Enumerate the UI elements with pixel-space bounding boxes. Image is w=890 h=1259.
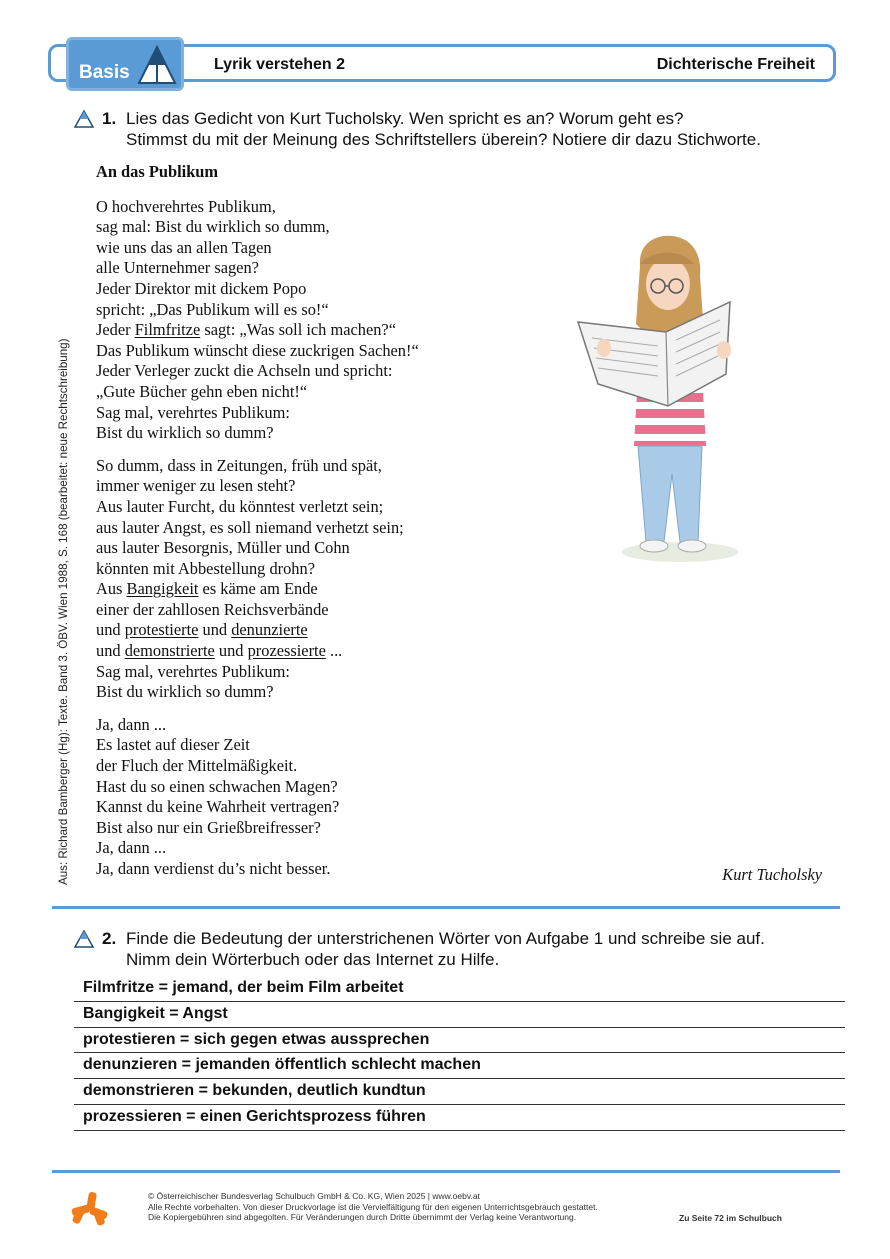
footer-divider [52, 1170, 840, 1173]
poem-author: Kurt Tucholsky [722, 865, 822, 884]
level-triangle-icon [74, 110, 94, 128]
underlined-word: demonstrierte [124, 641, 215, 661]
level-badge [66, 37, 184, 91]
underlined-word: denunzierte [231, 620, 308, 640]
task-number: 1. [102, 109, 117, 128]
poem-line: Sag mal, verehrtes Publikum: [96, 661, 290, 681]
publisher-logo-icon [70, 1190, 110, 1230]
worksheet-title: Dichterische Freiheit [656, 56, 815, 73]
task-instruction: Nimm dein Wörterbuch oder das Internet zu Hilfe. [126, 950, 500, 969]
answer-line[interactable]: denunzieren = jemanden öffentlich schlecht machen [74, 1053, 845, 1079]
level-triangle-icon [74, 930, 94, 948]
task-instruction: Lies das Gedicht von Kurt Tucholsky. Wen spricht es an? Worum geht es? [126, 109, 684, 128]
level-badge-label: Basis [79, 62, 130, 83]
poem-line: Bist du wirklich so dumm? [96, 423, 274, 443]
answer-lines [74, 976, 845, 1131]
poem-line: der Fluch der Mittelmäßigkeit. [96, 756, 298, 776]
underlined-word: Bangigkeit [126, 579, 199, 599]
poem-line: Es lastet auf dieser Zeit [96, 735, 250, 755]
task-instruction: Stimmst du mit der Meinung des Schriftstellers überein? Notiere dir dazu Stichworte. [126, 130, 761, 149]
section-divider [52, 906, 840, 909]
stanza-1 [96, 197, 419, 444]
level-triangle-icon [137, 45, 177, 85]
poem-line: aus lauter Angst, es soll niemand verhetzt sein; [96, 517, 404, 537]
poem-line: Hast du so einen schwachen Magen? [96, 776, 338, 796]
task-number: 2. [102, 929, 117, 948]
poem-line: alle Unternehmer sagen? [96, 258, 259, 278]
task-instruction: Finde die Bedeutung der unterstrichenen Wörter von Aufgabe 1 und schreibe sie auf. [126, 929, 765, 948]
poem-line: Ja, dann verdienst du’s nicht besser. [96, 859, 331, 878]
poem-line: Bist also nur ein Grießbreifresser? [96, 817, 321, 837]
poem-line: Sag mal, verehrtes Publikum: [96, 402, 290, 422]
stanza-3 [96, 715, 419, 880]
poem-line: Jeder Verleger zuckt die Achseln und spricht: [96, 361, 393, 381]
poem-line: wie uns das an allen Tagen [96, 237, 272, 257]
poem-line: sag mal: Bist du wirklich so dumm, [96, 217, 330, 237]
stanza-2 [96, 456, 419, 703]
schoolbook-page-reference: Zu Seite 72 im Schulbuch [679, 1213, 782, 1223]
poem-line: Das Publikum wünscht diese zuckrigen Sachen!“ [96, 340, 419, 360]
poem-line: und demonstrierte und prozessierte ... [96, 641, 343, 661]
poem-line: Ja, dann ... [96, 714, 167, 734]
poem-line: Jeder Direktor mit dickem Popo [96, 278, 307, 298]
underlined-word: prozessierte [247, 641, 326, 661]
poem-line: „Gute Bücher gehn eben nicht!“ [96, 381, 308, 401]
poem-line: immer weniger zu lesen steht? [96, 476, 296, 496]
poem-line: Bist du wirklich so dumm? [96, 682, 274, 702]
footer-line: Alle Rechte vorbehalten. Von dieser Druckvorlage ist die Vervielfältigung für den eigenen Unterrichtsgebrauch gestattet. [148, 1201, 598, 1212]
underlined-word: protestierte [124, 620, 199, 640]
copyright-notice [148, 1191, 598, 1223]
poem-line: aus lauter Besorgnis, Müller und Cohn [96, 538, 350, 558]
poem [96, 162, 419, 892]
answer-line[interactable]: prozessieren = einen Gerichtsprozess führen [74, 1105, 845, 1131]
poem-title: An das Publikum [96, 162, 219, 181]
poem-line: Aus lauter Furcht, du könntest verletzt sein; [96, 496, 384, 516]
poem-line: O hochverehrtes Publikum, [96, 196, 276, 216]
poem-line: Ja, dann ... [96, 838, 167, 858]
source-citation: Aus: Richard Bamberger (Hg): Texte. Band 3. ÖBV. Wien 1988, S. 168 (bearbeitet: neue Rechtschreibung) [57, 338, 70, 885]
unit-title: Lyrik verstehen 2 [214, 56, 346, 73]
girl-reading-newspaper-illustration [568, 224, 768, 584]
poem-line: einer der zahllosen Reichsverbände [96, 599, 329, 619]
answer-line[interactable]: Bangigkeit = Angst [74, 1002, 845, 1028]
poem-line: Jeder Filmfritze sagt: „Was soll ich machen?“ [96, 320, 396, 340]
poem-line: Aus Bangigkeit es käme am Ende [96, 579, 318, 599]
footer-line: © Österreichischer Bundesverlag Schulbuch GmbH & Co. KG, Wien 2025 | www.oebv.at [148, 1191, 480, 1201]
answer-line[interactable]: demonstrieren = bekunden, deutlich kundtun [74, 1079, 845, 1105]
poem-line: und protestierte und denunzierte [96, 620, 308, 640]
footer-line: Die Kopiergebühren sind abgegolten. Für Veränderungen durch Dritte übernimmt der Verlag keine Verantwortung. [148, 1212, 577, 1223]
answer-line[interactable]: protestieren = sich gegen etwas aussprechen [74, 1028, 845, 1054]
poem-line: spricht: „Das Publikum will es so!“ [96, 299, 329, 319]
underlined-word: Filmfritze [134, 320, 201, 340]
poem-line: Kannst du keine Wahrheit vertragen? [96, 797, 340, 817]
poem-line: könnten mit Abbestellung drohn? [96, 558, 315, 578]
poem-line: So dumm, dass in Zeitungen, früh und spät, [96, 455, 382, 475]
answer-line[interactable]: Filmfritze = jemand, der beim Film arbeitet [74, 976, 845, 1002]
